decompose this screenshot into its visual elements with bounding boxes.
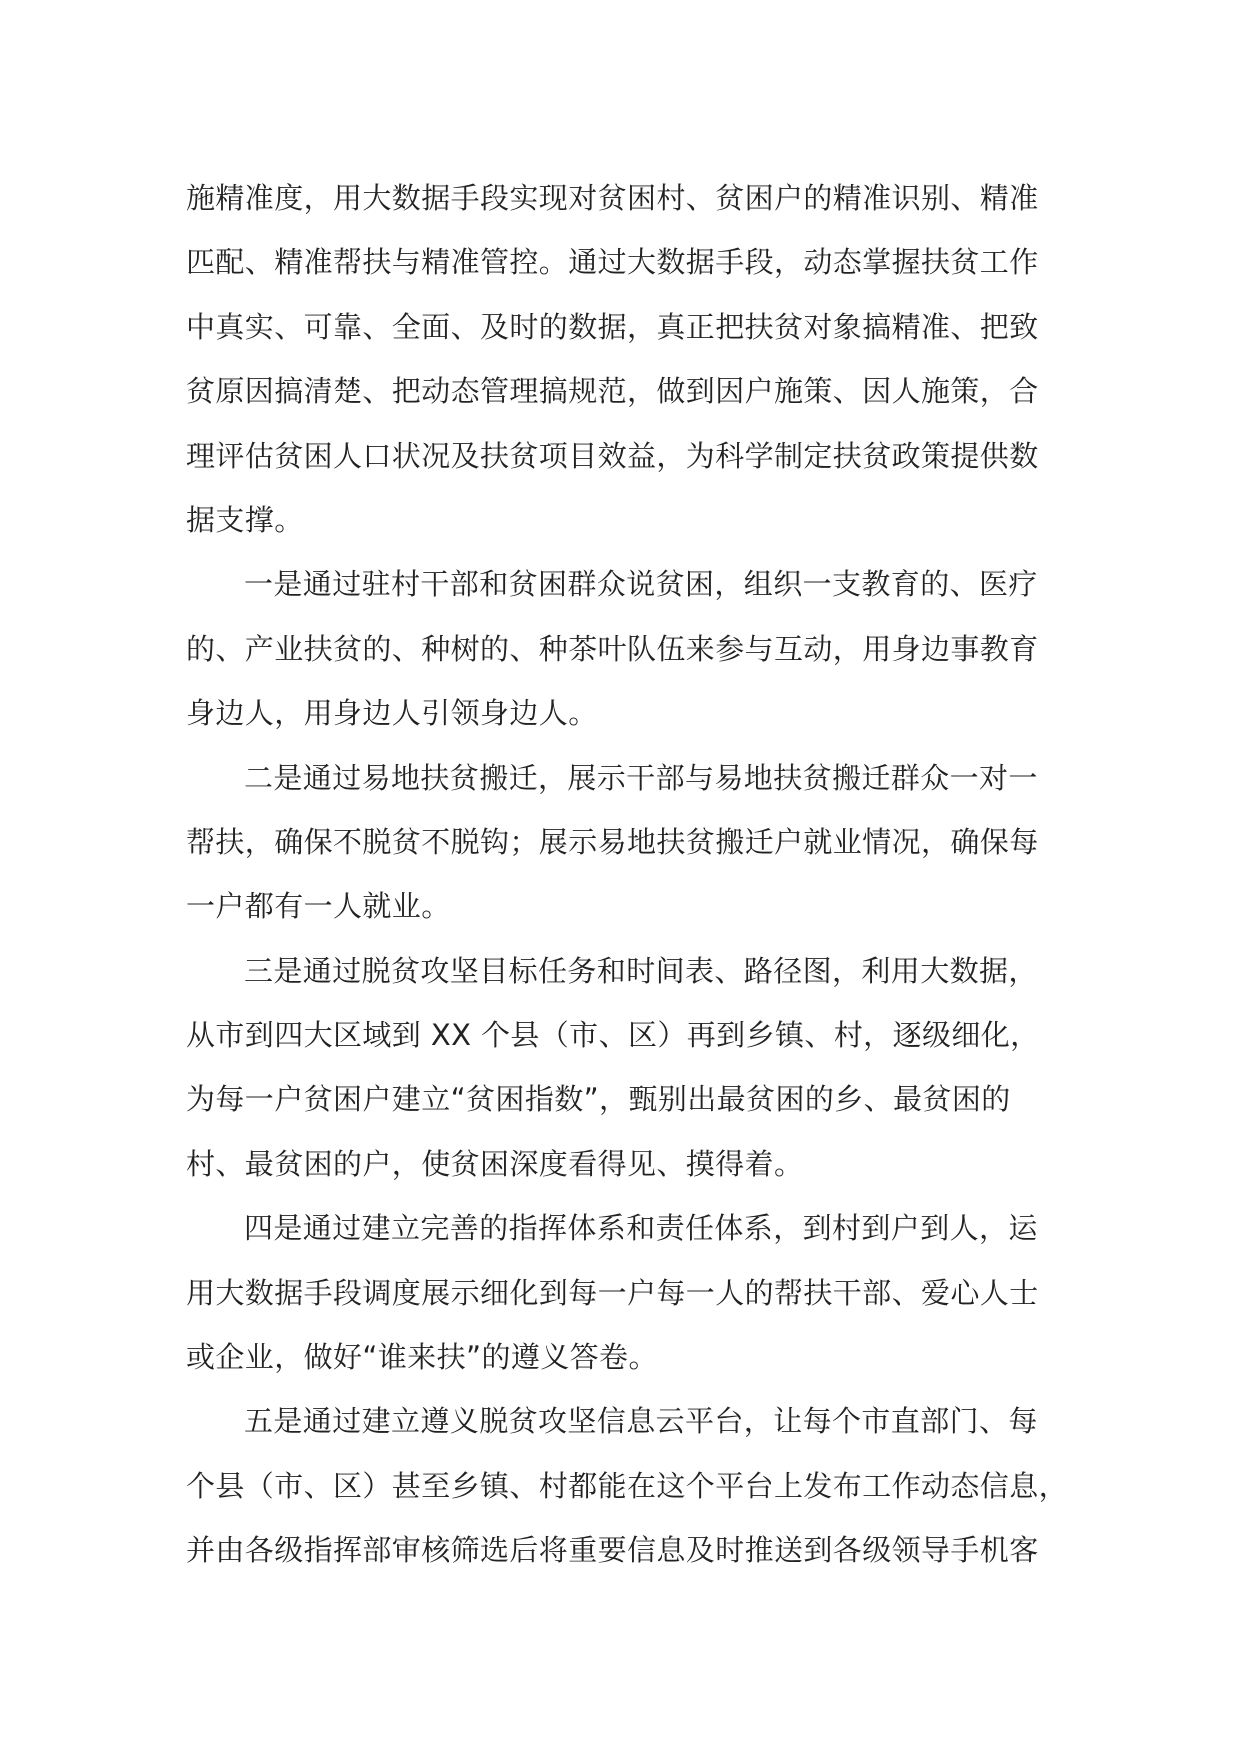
document-page (186, 166, 1069, 1583)
paragraph-line: 帮扶，确保不脱贫不脱钩；展示易地扶贫搬迁户就业情况，确保每 (186, 824, 1039, 859)
paragraph-line: 身边人，用身边人引领身边人。 (186, 696, 598, 731)
paragraph-line: 匹配、精准帮扶与精准管控。通过大数据手段，动态掌握扶贫工作 (186, 245, 1039, 280)
paragraph-line: 村、最贫困的户，使贫困深度看得见、摸得着。 (186, 1146, 804, 1181)
paragraph-line: 从市到四大区域到 XX 个县（市、区）再到乡镇、村，逐级细化， (186, 1018, 1040, 1053)
paragraph-line: 或企业，做好“谁来扶”的遵义答卷。 (186, 1340, 658, 1375)
paragraph-line: 为每一户贫困户建立“贫困指数”，甄别出最贫困的乡、最贫困的 (186, 1082, 1011, 1117)
paragraph-line: 个县（市、区）甚至乡镇、村都能在这个平台上发布工作动态信息， (186, 1468, 1069, 1503)
paragraph-line: 的、产业扶贫的、种树的、种茶叶队伍来参与互动，用身边事教育 (186, 631, 1039, 666)
paragraph-first-line: 二是通过易地扶贫搬迁，展示干部与易地扶贫搬迁群众一对一 (244, 760, 1038, 795)
paragraph-first-line: 四是通过建立完善的指挥体系和责任体系，到村到户到人，运 (244, 1211, 1038, 1246)
paragraph-line: 中真实、可靠、全面、及时的数据，真正把扶贫对象搞精准、把致 (186, 309, 1039, 344)
paragraph-line: 一户都有一人就业。 (186, 889, 451, 924)
paragraph-line: 用大数据手段调度展示细化到每一户每一人的帮扶干部、爱心人士 (186, 1275, 1039, 1310)
paragraph-line: 理评估贫困人口状况及扶贫项目效益，为科学制定扶贫政策提供数 (186, 438, 1039, 473)
paragraph-line: 据支撑。 (186, 502, 304, 537)
paragraph-first-line: 三是通过脱贫攻坚目标任务和时间表、路径图，利用大数据， (244, 953, 1038, 988)
paragraph-first-line: 五是通过建立遵义脱贫攻坚信息云平台，让每个市直部门、每 (244, 1404, 1038, 1439)
paragraph-line: 贫原因搞清楚、把动态管理搞规范，做到因户施策、因人施策，合 (186, 374, 1039, 409)
paragraph-line: 并由各级指挥部审核筛选后将重要信息及时推送到各级领导手机客 (186, 1533, 1039, 1568)
paragraph-line: 施精准度，用大数据手段实现对贫困村、贫困户的精准识别、精准 (186, 181, 1039, 215)
paragraph-first-line: 一是通过驻村干部和贫困群众说贫困，组织一支教育的、医疗 (244, 567, 1038, 602)
